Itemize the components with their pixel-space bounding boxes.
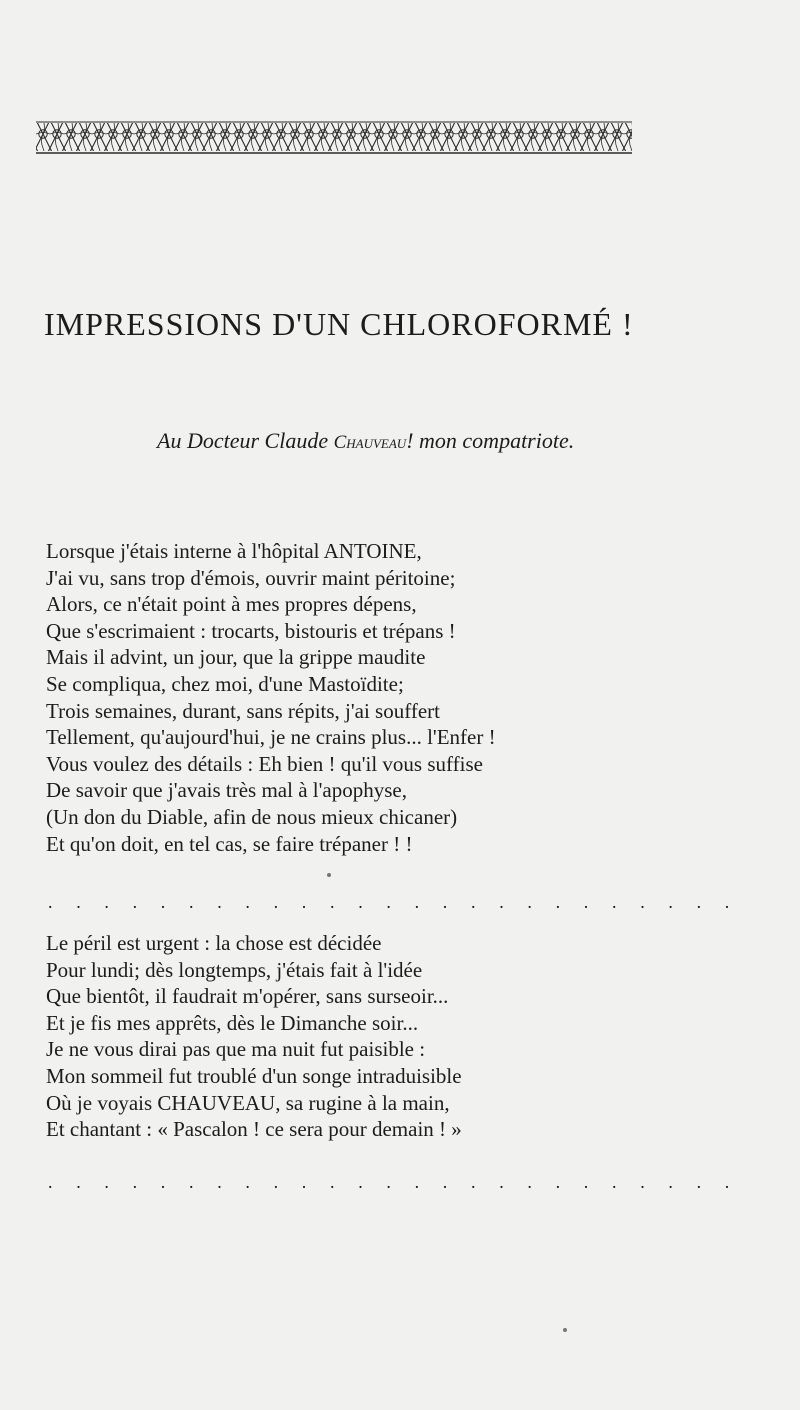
poem-title: IMPRESSIONS D'UN CHLOROFORMÉ ! (44, 306, 634, 342)
verse-line: Mais il advint, un jour, que la grippe maudite (46, 645, 426, 670)
verse-line: Tellement, qu'aujourd'hui, je ne crains plus... l'Enfer ! (46, 725, 496, 750)
verse-line: Je ne vous dirai pas que ma nuit fut paisible : (46, 1037, 426, 1062)
verse-line: J'ai vu, sans trop d'émois, ouvrir maint péritoine; (46, 565, 456, 590)
ornamental-header-band (36, 120, 632, 160)
dedication-suffix: ! mon compatriote. (406, 428, 575, 453)
poem-dedication (157, 428, 574, 454)
verse-line: Vous voulez des détails : Eh bien ! qu'il vous suffise (46, 751, 483, 776)
verse-line: Et chantant : « Pascalon ! ce sera pour demain ! » (46, 1117, 462, 1142)
verse-line: Où je voyais CHAUVEAU, sa rugine à la main, (46, 1090, 450, 1115)
verse-line: (Un don du Diable, afin de nous mieux chicaner) (46, 804, 458, 829)
verse-line: Mon sommeil fut troublé d'un songe intraduisible (46, 1063, 462, 1088)
verse-line: Le péril est urgent : la chose est décidée (46, 931, 382, 955)
verse-line: Alors, ce n'était point à mes propres dépens, (46, 592, 417, 617)
verse-line: Que bientôt, il faudrait m'opérer, sans surseoir... (46, 984, 449, 1009)
dedication-prefix: Au Docteur Claude (157, 428, 334, 453)
verse-line: Pour lundi; dès longtemps, j'étais fait à l'idée (46, 957, 423, 982)
verse-line: Trois semaines, durant, sans répits, j'ai souffert (46, 698, 440, 723)
paper-speck (327, 873, 331, 877)
verse-line: De savoir que j'avais très mal à l'apophyse, (46, 778, 407, 803)
verse-line: Que s'escrimaient : trocarts, bistouris et trépans ! (46, 618, 456, 643)
verse-line: Et je fis mes apprêts, dès le Dimanche soir... (46, 1010, 419, 1035)
dotted-separator: . . . . . . . . . . . . . . . . . . . . . . . . . (48, 1172, 739, 1192)
stanza-one (46, 538, 496, 857)
verse-line: Et qu'on doit, en tel cas, se faire trépaner ! ! (46, 831, 413, 856)
verse-line: Lorsque j'étais interne à l'hôpital ANTOINE, (46, 539, 422, 563)
dotted-separator: . . . . . . . . . . . . . . . . . . . . . . . . . (48, 892, 739, 912)
stanza-two (46, 930, 462, 1143)
verse-line: Se compliqua, chez moi, d'une Mastoïdite; (46, 671, 404, 696)
paper-speck (563, 1328, 567, 1332)
dedication-name: Chauveau (333, 432, 407, 453)
